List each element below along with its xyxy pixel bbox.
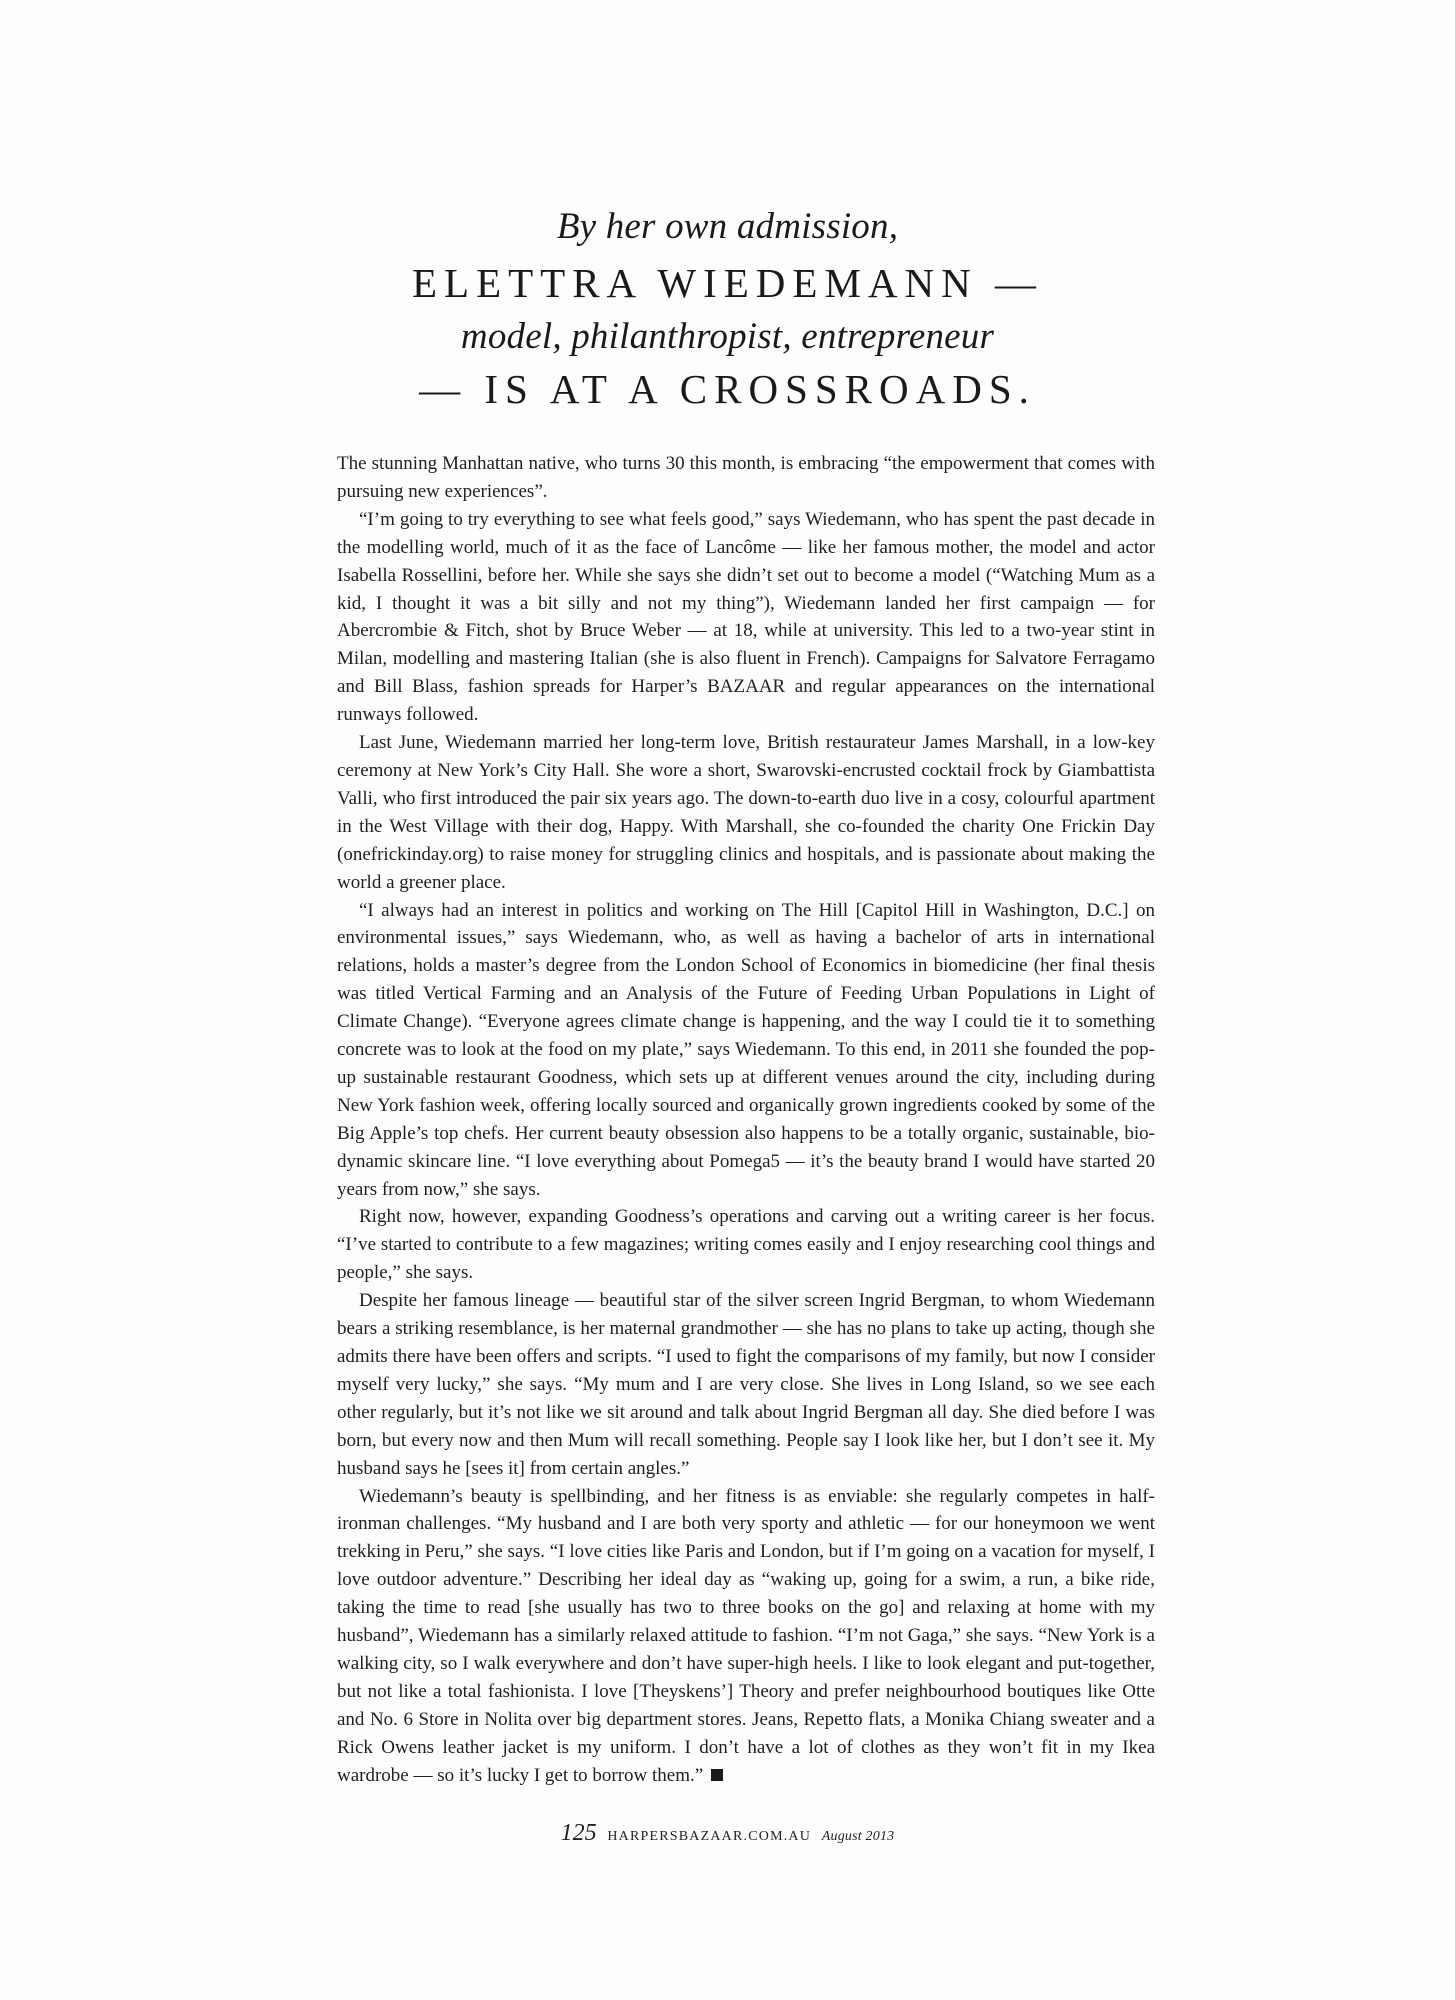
headline-crossroads: — IS AT A CROSSROADS. xyxy=(419,366,1036,412)
article-paragraph: “I’m going to try everything to see what feels good,” says Wiedemann, who has spent the past decade in the modelling world, much of it as the face of Lancôme — like her famous mother, the model and actor Isabella Rossellini, before her. While she says she didn’t set out to become a model (“Watching Mum as a kid, I thought it was a bit silly and not my thing”), Wiedemann landed her first campaign — for Abercrombie & Fitch, shot by Bruce Weber — at 18, while at university. This led to a two-year stint in Milan, modelling and mastering Italian (she is also fluent in French). Campaigns for Salvatore Ferragamo and Bill Blass, fashion spreads for Harper’s BAZAAR and regular appearances on the international runways followed. xyxy=(337,508,1155,726)
article-paragraph: Last June, Wiedemann married her long-term love, British restaurateur James Marshall, in a low-key ceremony at New York’s City Hall. She wore a short, Swarovski-encrusted cocktail frock by Giambattista Valli, who first introduced the pair six years ago. The down-to-earth duo live in a cosy, colourful apartment in the West Village with their dog, Happy. With Marshall, she co-founded the charity One Frickin Day (onefrickinday.org) to raise money for struggling clinics and hospitals, and is passionate about making the world a greener place. xyxy=(337,732,1155,893)
article-body xyxy=(337,450,1155,1790)
article-paragraph-text: Wiedemann’s beauty is spellbinding, and her fitness is as enviable: she regularly competes in half-ironman challenges. “My husband and I are both very sporty and athletic — for our honeymoon we went trekking in Peru,” she says. “I love cities like Paris and London, but if I’m going on a vacation for myself, I love outdoor adventure.” Describing her ideal day as “waking up, going for a swim, a run, a bike ride, taking the time to read [she usually has two to three books on the go] and relaxing at home with my husband”, Wiedemann has a similarly relaxed attitude to fashion. “I’m not Gaga,” she says. “New York is a walking city, so I walk everywhere and don’t have super-high heels. I like to look elegant and put-together, but not like a total fashionista. I love [Theyskens’] Theory and prefer neighbourhood boutiques like Otte and No. 6 Store in Nolita over big department stores. Jeans, Repetto flats, a Monika Chiang sweater and a Rick Owens leather jacket is my uniform. I don’t have a lot of clothes as they won’t fit in my Ikea wardrobe — so it’s lucky I get to borrow them.” xyxy=(337,1485,1155,1786)
website: HARPERSBAZAAR.COM.AU xyxy=(607,1829,812,1844)
page-number: 125 xyxy=(560,1820,597,1846)
headline-roles: model, philanthropist, entrepreneur xyxy=(460,316,995,357)
issue-date: August 2013 xyxy=(821,1829,895,1844)
article-paragraph-last xyxy=(337,1483,1155,1790)
article-paragraph: Right now, however, expanding Goodness’s operations and carving out a writing career is her focus. “I’ve started to contribute to a few magazines; writing comes easily and I enjoy researching cool things and people,” she says. xyxy=(337,1206,1155,1284)
article-paragraph: “I always had an interest in politics and working on The Hill [Capitol Hill in Washington, D.C.] on environmental issues,” says Wiedemann, who, as well as having a bachelor of arts in international relations, holds a master’s degree from the London School of Economics in biomedicine (her final thesis was titled Vertical Farming and an Analysis of the Future of Feeding Urban Populations in Light of Climate Change). “Everyone agrees climate change is happening, and the way I could tie it to something concrete was to look at the food on my plate,” says Wiedemann. To this end, in 2011 she founded the pop-up sustainable restaurant Goodness, which sets up at different venues around the city, including during New York fashion week, offering locally sourced and organically grown ingredients cooked by some of the Big Apple’s top chefs. Her current beauty obsession also happens to be a totally organic, sustainable, bio-dynamic skincare line. “I love everything about Pomega5 — it’s the beauty brand I would have started 20 years from now,” she says. xyxy=(337,899,1155,1200)
article-paragraph: The stunning Manhattan native, who turns 30 this month, is embracing “the empowerment that comes with pursuing new experiences”. xyxy=(337,453,1155,502)
headline-intro: By her own admission, xyxy=(556,206,899,247)
page-footer xyxy=(0,1820,1455,1847)
end-mark-icon xyxy=(711,1769,723,1781)
article-paragraph: Despite her famous lineage — beautiful star of the silver screen Ingrid Bergman, to whom Wiedemann bears a striking resemblance, is her maternal grandmother — she has no plans to take up acting, though she admits there have been offers and scripts. “I used to fight the comparisons of my family, but now I consider myself very lucky,” she says. “My mum and I are very close. She lives in Long Island, so we see each other regularly, but it’s not like we sit around and talk about Ingrid Bergman all day. She died before I was born, but every now and then Mum will recall something. People say I look like her, but I don’t see it. My husband says he [sees it] from certain angles.” xyxy=(337,1290,1155,1479)
headline-name: ELETTRA WIEDEMANN — xyxy=(411,260,1043,306)
headline xyxy=(0,205,1455,417)
